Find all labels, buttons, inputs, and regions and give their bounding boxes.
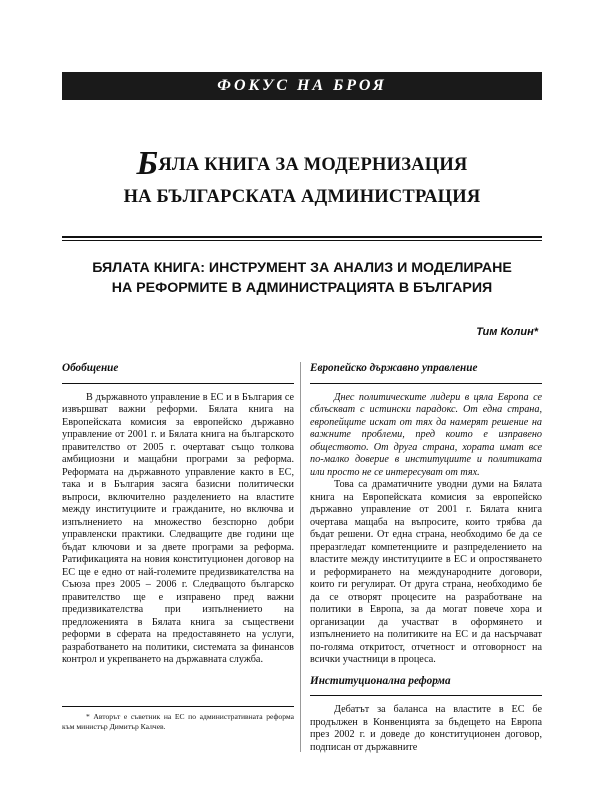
eu-governance-heading: Европейско държавно управление bbox=[310, 362, 478, 374]
subtitle-line1: БЯЛАТА КНИГА: ИНСТРУМЕНТ ЗА АНАЛИЗ И МОДЕЛИРАНЕ bbox=[92, 260, 512, 276]
author-byline: Тим Колин* bbox=[476, 326, 538, 338]
banner-text: ФОКУС НА БРОЯ bbox=[217, 77, 387, 94]
eu-governance-paragraph: Това са драматичните уводни думи на Бялата книга на Европейската комисия за европейско държавно управление от 2001 г. Бялата книга очертава мащаба на въпросите, които трябва да бъдат решени. От една страна, необходимо бе да се преразгледат компетенциите и разпределението на властите между институциите в ЕС и опростяването и реформирането на международните договори, които ги регулират. От друга страна, необходимо бе да се отворят процесите на разработване на политики в Европа, за да могат повече хора и организации да участват в оформянето и изпълнението на политиките на ЕС и да насърчават по-голяма откритост, отчетност и отговорност на всички участници в процеса. bbox=[310, 479, 542, 665]
main-title-line1 bbox=[62, 145, 542, 182]
title-line1-rest: ЯЛА КНИГА ЗА МОДЕРНИЗАЦИЯ bbox=[158, 155, 468, 175]
title-initial: Б bbox=[136, 145, 159, 182]
subtitle bbox=[62, 258, 542, 298]
right-column bbox=[310, 362, 542, 754]
institutional-reform-heading-rule bbox=[310, 695, 542, 696]
section-banner bbox=[62, 72, 542, 100]
institutional-reform-heading: Институционална реформа bbox=[310, 674, 451, 687]
subtitle-line2: НА РЕФОРМИТЕ В АДМИНИСТРАЦИЯТА В БЪЛГАРИЯ bbox=[111, 280, 493, 296]
left-column bbox=[62, 362, 294, 667]
column-divider bbox=[300, 362, 301, 752]
footnote: * Авторът е съветник на ЕС по административната реформа към министър Димитър Калчев. bbox=[62, 712, 294, 731]
summary-heading-rule bbox=[62, 383, 294, 384]
summary-paragraph: В държавното управление в ЕС и в България се извършват важни реформи. Бялата книга на Европейската комисия за европейско държавно управление от 2001 г. и Бялата книга на българското правителство от 2005 г. очертават също толкова амбициозни и мащабни програми за реформа. Реформата на държавното управление както в ЕС, така и в България засяга базисни политически въпроси, включително разделението на властите между институциите и гражданите, но включва и изпълнението на множество безспорно добри управленски практики. Следващите две години ще бъдат ключови и за двете програми за реформа. Ратификацията на новия конституционен договор на ЕС ще е едно от най-големите предизвикателства на Съюза през 2005 – 2006 г. Следващото българско правителство ще е изправено пред важни предизвикателства при изпълнението на предложенията в Бялата книга за съществени реформи в сферата на предоставянето на услуги, разработването на политики, системата за финансов контрол и укрепването на държавната служба. bbox=[62, 391, 294, 665]
eu-governance-heading-rule bbox=[310, 383, 542, 384]
footnote-rule bbox=[62, 706, 294, 707]
title-rule-thick bbox=[62, 236, 542, 238]
institutional-reform-paragraph: Дебатът за баланса на властите в ЕС бе продължен в Конвенцията за бъдещето на Европа през 2002 г. и доведе до конституционен договор, подписан от държавните bbox=[310, 704, 542, 753]
title-rule-thin bbox=[62, 240, 542, 241]
lead-quote: Днес политическите лидери в цяла Европа се сблъскват с истински парадокс. От една страна, европейците искат от тях да намерят решение на важните проблеми, пред които е изправено обществото. От друга страна, хората имат все по-малко доверие в институциите и политиката или просто не се интересуват от тях. bbox=[310, 391, 542, 478]
main-title bbox=[62, 145, 542, 213]
summary-heading: Обобщение bbox=[62, 362, 119, 374]
main-title-line2: НА БЪЛГАРСКАТА АДМИНИСТРАЦИЯ bbox=[123, 187, 481, 207]
